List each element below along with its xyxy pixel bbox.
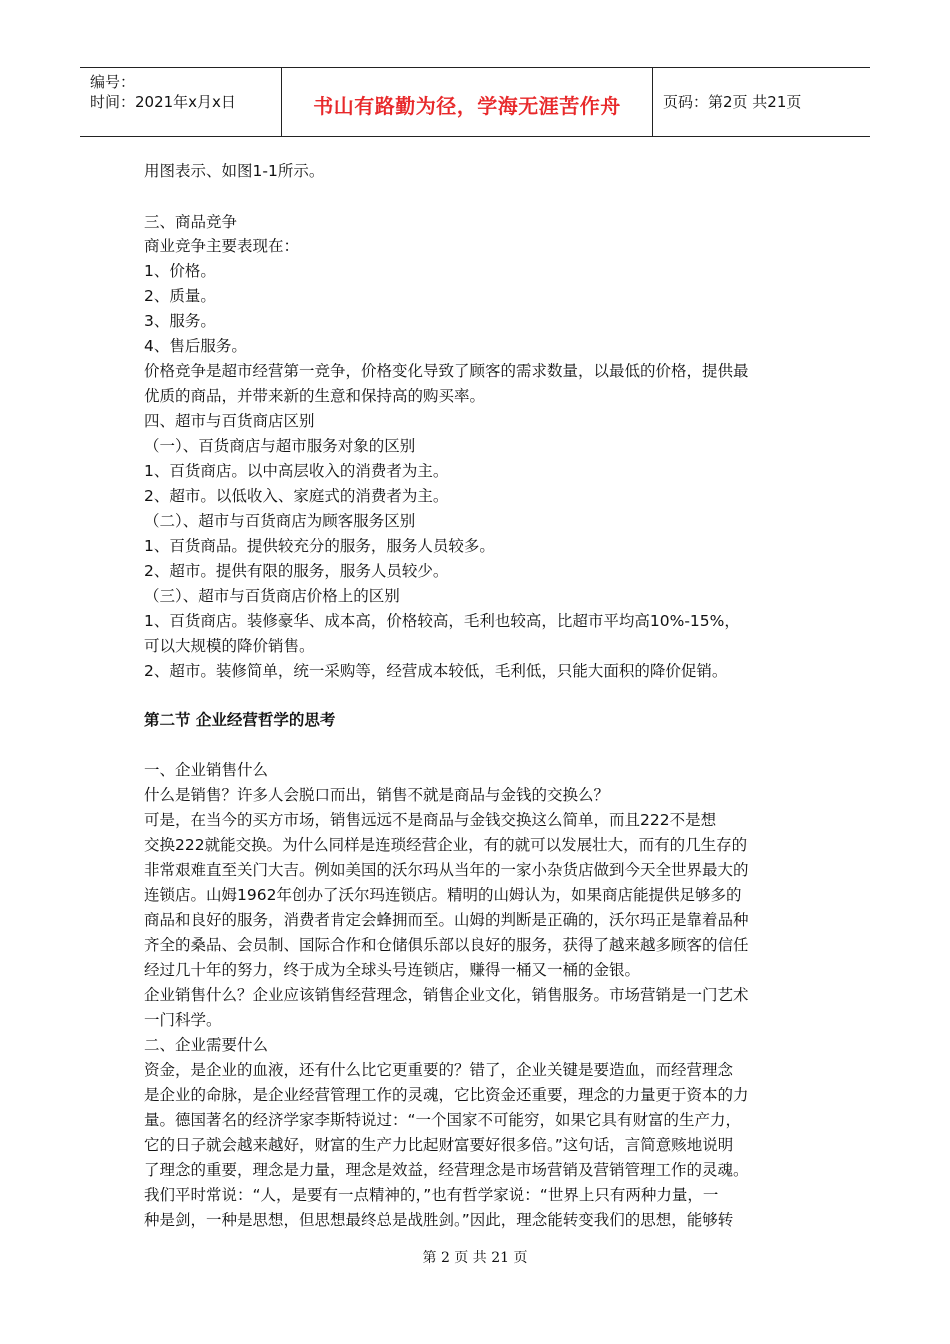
- list-item: 3、服务。: [144, 312, 216, 330]
- text-line: 商品和良好的服务，消费者肯定会蜂拥而至。山姆的判断是正确的，沃尔玛正是靠着品种: [144, 911, 749, 929]
- page-footer: 第 2 页 共 21 页: [422, 1250, 528, 1266]
- header-slogan: 书山有路勤为径，学海无涯苦作舟: [313, 94, 621, 118]
- text-line: 种是剑，一种是思想，但思想最终总是战胜剑。”因此，理念能转变我们的思想，能够转: [144, 1211, 734, 1229]
- text-line: 什么是销售？许多人会脱口而出，销售不就是商品与金钱的交换么？: [144, 786, 610, 804]
- text-line: 价格竞争是超市经营第一竞争，价格变化导致了顾客的需求数量，以最低的价格，提供最: [144, 362, 749, 380]
- text-line: 齐全的桑品、会员制、国际合作和仓储俱乐部以良好的服务，获得了越来越多顾客的信任: [144, 936, 749, 954]
- page-info-label: 页码：第2页 共21页: [663, 93, 802, 111]
- subsection-heading: （三）、超市与百货商店价格上的区别: [144, 587, 400, 605]
- date-label: 时间：2021年x月x日: [90, 93, 236, 111]
- text-line: 连锁店。山姆1962年创办了沃尔玛连锁店。精明的山姆认为，如果商店能提供足够多的: [144, 886, 742, 904]
- header-meta-cell: [80, 68, 280, 136]
- text-line: 一门科学。: [144, 1011, 222, 1029]
- section-heading: 二、企业需要什么: [144, 1036, 269, 1054]
- serial-number-label: 编号：: [90, 73, 136, 91]
- text-line: 交换222就能交换。为什么同样是连琐经营企业，有的就可以发展壮大，而有的几生存的: [144, 836, 748, 854]
- header-page-cell: [653, 68, 870, 136]
- text-line: 优质的商品，并带来新的生意和保持高的购买率。: [144, 387, 486, 405]
- section-heading: 三、商品竞争: [144, 213, 238, 231]
- header-table: [80, 67, 870, 137]
- list-item: 2、超市。提供有限的服务，服务人员较少。: [144, 562, 449, 580]
- list-item: 4、售后服务。: [144, 337, 247, 355]
- text-line: 我们平时常说：“人，是要有一点精神的，”也有哲学家说：“世界上只有两种力量，一: [144, 1186, 719, 1204]
- text-line: 资金，是企业的血液，还有什么比它更重要的？错了，企业关键是要造血，而经营理念: [144, 1061, 734, 1079]
- text-line: 非常艰难直至关门大吉。例如美国的沃尔玛从当年的一家小杂货店做到今天全世界最大的: [144, 861, 749, 879]
- text-line: 了理念的重要，理念是力量，理念是效益，经营理念是市场营销及营销管理工作的灵魂。: [144, 1161, 749, 1179]
- section-heading: 一、企业销售什么: [144, 761, 269, 779]
- text-line: 量。德国著名的经济学家李斯特说过：“一个国家不可能穷，如果它具有财富的生产力，: [144, 1111, 742, 1129]
- text-line: 商业竞争主要表现在：: [144, 237, 300, 255]
- text-line: 它的日子就会越来越好，财富的生产力比起财富要好很多倍。”这句话，言简意赅地说明: [144, 1136, 734, 1154]
- text-line: 可以大规模的降价销售。: [144, 637, 315, 655]
- list-item: 2、超市。装修简单，统一采购等，经营成本较低，毛利低，只能大面积的降价促销。: [144, 662, 728, 680]
- text-line: 用图表示、如图1-1所示。: [144, 162, 325, 180]
- text-line: 经过几十年的努力，终于成为全球头号连锁店，赚得一桶又一桶的金银。: [144, 961, 641, 979]
- list-item: 1、价格。: [144, 262, 216, 280]
- chapter-section-title: 第二节 企业经营哲学的思考: [144, 711, 336, 729]
- text-line: 可是，在当今的买方市场，销售远远不是商品与金钱交换这么简单，而且222不是想: [144, 811, 717, 829]
- section-heading: 四、超市与百货商店区别: [144, 412, 315, 430]
- text-line: 是企业的命脉，是企业经营管理工作的灵魂，它比资金还重要，理念的力量更于资本的力: [144, 1086, 749, 1104]
- list-item: 1、百货商店。以中高层收入的消费者为主。: [144, 462, 449, 480]
- list-item: 1、百货商品。提供较充分的服务，服务人员较多。: [144, 537, 495, 555]
- header-slogan-cell: [281, 68, 653, 136]
- subsection-heading: （一）、百货商店与超市服务对象的区别: [144, 437, 416, 455]
- list-item: 2、质量。: [144, 287, 216, 305]
- list-item: 1、百货商店。装修豪华、成本高，价格较高，毛利也较高，比超市平均高10%-15%，: [144, 612, 740, 630]
- text-line: 企业销售什么？企业应该销售经营理念，销售企业文化，销售服务。市场营销是一门艺术: [144, 986, 749, 1004]
- subsection-heading: （二）、超市与百货商店为顾客服务区别: [144, 512, 416, 530]
- list-item: 2、超市。以低收入、家庭式的消费者为主。: [144, 487, 449, 505]
